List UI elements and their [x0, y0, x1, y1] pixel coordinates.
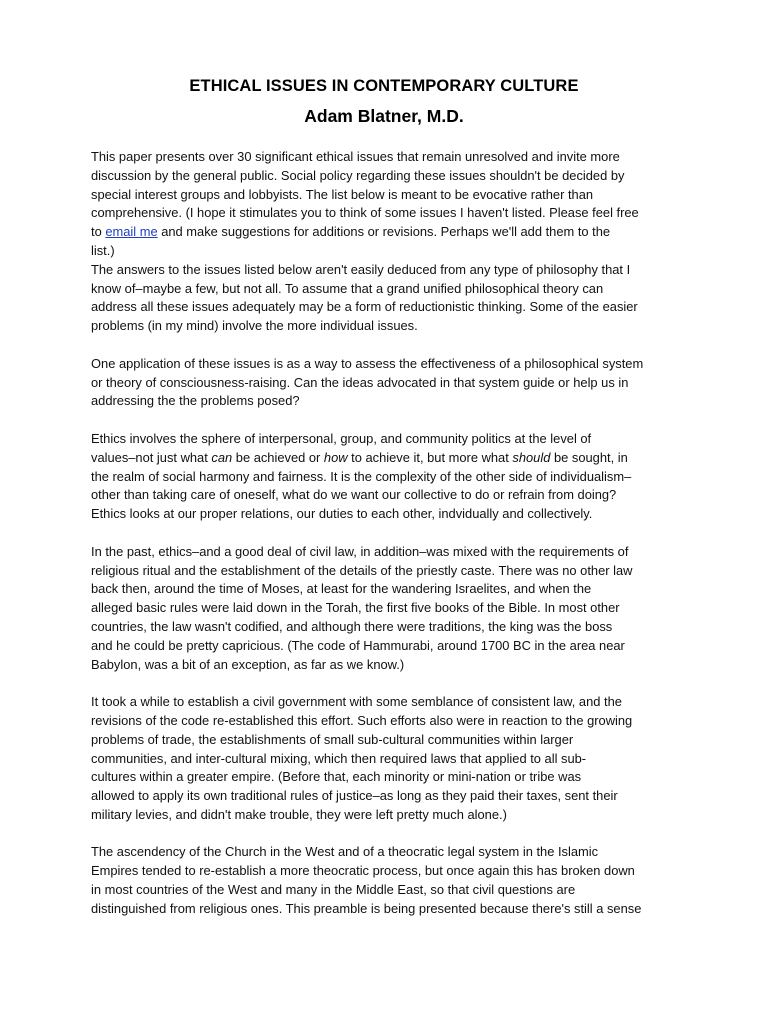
text-run: In the past, ethics–and a good deal of civil law, in addition–was mixed with the requirements of — [91, 543, 629, 559]
text-run: problems of trade, the establishments of small sub-cultural communities within larger — [91, 731, 574, 747]
paragraph-5-line — [91, 693, 681, 712]
text-run: be sought, in — [550, 449, 628, 465]
text-run: distinguished from religious ones. This preamble is being presented because there's still a sense — [91, 900, 642, 916]
text-run: back then, around the time of Moses, at least for the wandering Israelites, and when the — [91, 581, 592, 597]
text-run: allowed to apply its own traditional rules of justice–as long as they paid their taxes, sent their — [91, 788, 618, 804]
paragraph-gap — [91, 674, 681, 693]
paragraph-2-line — [91, 374, 681, 393]
text-run: The answers to the issues listed below aren't easily deduced from any type of philosophy that I — [91, 261, 631, 277]
paragraph-gap — [91, 524, 681, 543]
text-run: other than taking care of oneself, what do we want our collective to do or refrain from doing? — [91, 487, 617, 503]
paragraph-6-line — [91, 843, 681, 862]
paragraph-4-line — [91, 618, 681, 637]
text-run: military levies, and didn't make trouble, they were left pretty much alone.) — [91, 806, 507, 822]
text-run: address all these issues adequately may be a form of reductionistic thinking. Some of the easier — [91, 299, 638, 315]
text-run: and he could be pretty capricious. (The code of Hammurabi, around 1700 BC in the area near — [91, 637, 625, 653]
paragraph-1-line — [91, 280, 681, 299]
text-run: to — [91, 224, 106, 240]
text-run: Babylon, was a bit of an exception, as far as we know.) — [91, 656, 405, 672]
text-run: It took a while to establish a civil government with some semblance of consistent law, and the — [91, 694, 622, 710]
text-run: values–not just what — [91, 449, 212, 465]
text-run: countries, the law wasn't codified, and although there were traditions, the king was the boss — [91, 618, 613, 634]
document-body — [91, 148, 681, 919]
paragraph-gap — [91, 825, 681, 844]
paragraph-1-line — [91, 317, 681, 336]
paragraph-4-line — [91, 637, 681, 656]
text-run: The ascendency of the Church in the West and of a theocratic legal system in the Islamic — [91, 844, 599, 860]
text-run: list.) — [91, 242, 115, 258]
paragraph-1-line — [91, 242, 681, 261]
document-author: Adam Blatner, M.D. — [304, 106, 464, 126]
text-run: Ethics looks at our proper relations, our duties to each other, indvidually and collectively. — [91, 506, 593, 522]
text-run: Ethics involves the sphere of interpersonal, group, and community politics at the level of — [91, 430, 592, 446]
paragraph-1-line — [91, 298, 681, 317]
document-title: ETHICAL ISSUES IN CONTEMPORARY CULTURE — [189, 77, 579, 95]
text-run: This paper presents over 30 significant ethical issues that remain unresolved and invite more — [91, 149, 620, 164]
paragraph-5-line — [91, 750, 681, 769]
emphasized-text: how — [323, 449, 348, 465]
paragraph-4-line — [91, 599, 681, 618]
paragraph-4-line — [91, 562, 681, 581]
text-run: cultures within a greater empire. (Before that, each minority or mini-nation or tribe was — [91, 769, 582, 785]
paragraph-6-line — [91, 881, 681, 900]
text-run: addressing the the problems posed? — [91, 393, 300, 409]
paragraph-6-line — [91, 862, 681, 881]
paragraph-gap — [91, 411, 681, 430]
paragraph-3-line — [91, 505, 681, 524]
text-run: comprehensive. (I hope it stimulates you to think of some issues I haven't listed. Please feel free — [91, 205, 639, 221]
paragraph-5-line — [91, 787, 681, 806]
paragraph-3-line — [91, 449, 681, 468]
email-me-link[interactable]: email me — [105, 224, 158, 240]
paragraph-4-line — [91, 543, 681, 562]
text-run: special interest groups and lobbyists. The list below is meant to be evocative rather than — [91, 186, 594, 202]
paragraph-1-line — [91, 148, 681, 167]
emphasized-text: can — [211, 449, 233, 465]
paragraph-1-line — [91, 167, 681, 186]
text-run: religious ritual and the establishment of the details of the priestly caste. There was no other law — [91, 562, 633, 578]
paragraph-3-line — [91, 468, 681, 487]
paragraph-4-line — [91, 580, 681, 599]
text-run: problems (in my mind) involve the more individual issues. — [91, 318, 418, 334]
text-run: One application of these issues is as a way to assess the effectiveness of a philosophical system — [91, 355, 644, 371]
text-run: the realm of social harmony and fairness. It is the complexity of the other side of individualism– — [91, 468, 632, 484]
paragraph-2-line — [91, 355, 681, 374]
text-run: and make suggestions for additions or revisions. Perhaps we'll add them to the — [157, 224, 611, 240]
text-run: know of–maybe a few, but not all. To assume that a grand unified philosophical theory can — [91, 280, 604, 296]
paragraph-5-line — [91, 712, 681, 731]
paragraph-1-line — [91, 261, 681, 280]
text-run: to achieve it, but more what — [347, 449, 513, 465]
paragraph-5-line — [91, 806, 681, 825]
paragraph-3-line — [91, 430, 681, 449]
paragraph-1-line — [91, 223, 681, 242]
text-run: revisions of the code re-established this effort. Such efforts also were in reaction to the growing — [91, 712, 633, 728]
text-run: communities, and inter-cultural mixing, which then required laws that applied to all sub- — [91, 750, 587, 766]
paragraph-4-line — [91, 656, 681, 675]
text-run: discussion by the general public. Social policy regarding these issues shouldn't be decided by — [91, 167, 625, 183]
paragraph-2-line — [91, 392, 681, 411]
text-run: alleged basic rules were laid down in the Torah, the first five books of the Bible. In most other — [91, 600, 620, 616]
text-run: or theory of consciousness-raising. Can the ideas advocated in that system guide or help us in — [91, 374, 629, 390]
text-run: in most countries of the West and many in the Middle East, so that civil questions are — [91, 882, 576, 898]
emphasized-text: should — [512, 449, 551, 465]
paragraph-1-line — [91, 186, 681, 205]
paragraph-6-line — [91, 900, 681, 919]
paragraph-5-line — [91, 731, 681, 750]
text-run: be achieved or — [232, 449, 324, 465]
paragraph-5-line — [91, 768, 681, 787]
text-run: Empires tended to re-establish a more theocratic process, but once again this has broken down — [91, 863, 635, 879]
paragraph-gap — [91, 336, 681, 355]
paragraph-1-line — [91, 204, 681, 223]
paragraph-3-line — [91, 486, 681, 505]
